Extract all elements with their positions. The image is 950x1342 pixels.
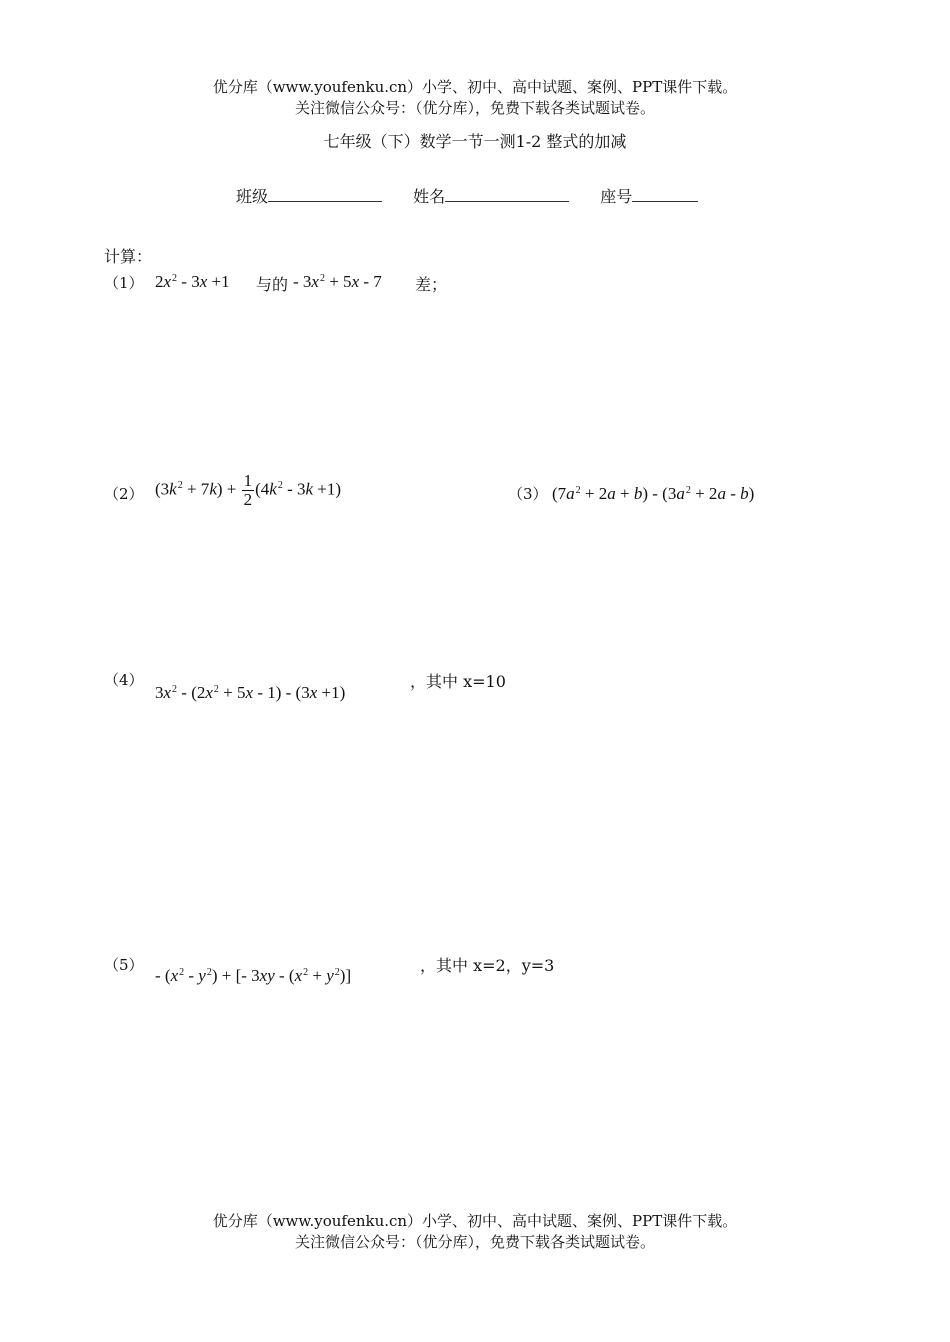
class-field[interactable]: [268, 186, 382, 202]
fraction-one-half: $\frac{1}{2}$: [243, 471, 253, 509]
class-label: 班级: [236, 187, 269, 206]
problem-5-condition: ，其中 x=2，y=3: [420, 956, 555, 975]
problem-3-number: （3）: [508, 485, 548, 503]
problem-4-condition: ，其中 x=10: [410, 672, 506, 691]
header-line-2: 关注微信公众号：（优分库），免费下载各类试题试卷。: [294, 99, 655, 117]
problem-1-number: （1）: [104, 274, 144, 292]
problem-2-expression: $(3k^2 + 7k)$ + $\frac{1}{2}$ $(4k^2 - 3k +1)$: [155, 471, 342, 509]
problem-2-number: （2）: [104, 485, 144, 503]
footer-line-1: 优分库（www.youfenku.cn）小学、初中、高中试题、案例、PPT课件下载。: [212, 1212, 738, 1230]
page-title: 七年级（下）数学一节一测1-2 整式的加减: [323, 132, 627, 151]
footer-line-2: 关注微信公众号：（优分库），免费下载各类试题试卷。: [294, 1233, 655, 1251]
name-label: 姓名: [413, 187, 446, 206]
problem-5-expression: - $(x^2 - y^2)$ + [- $3xy - (x^2 + y^2)$]: [155, 966, 352, 985]
problem-4-expression: $3x^2 - (2x^2 + 5x - 1) - (3x +1)$: [155, 683, 346, 702]
problem-5-number: （5）: [104, 956, 144, 974]
problem-1-expression: $2x^2 - 3x +1$: [155, 272, 230, 291]
seat-label: 座号: [600, 187, 633, 206]
problem-1-expression-2: - $3x^2 + 5x - 7$: [293, 272, 382, 291]
problem-3-expression: $(7a^2 + 2a + b) - (3a^2 + 2a - b)$: [552, 484, 755, 503]
problem-1-end: 差；: [415, 275, 448, 294]
seat-field[interactable]: [632, 186, 698, 202]
header-line-1: 优分库（www.youfenku.cn）小学、初中、高中试题、案例、PPT课件下载。: [212, 78, 738, 96]
instruction: 计算：: [104, 247, 153, 266]
problem-1-connector: 与的: [256, 275, 289, 294]
student-info: [236, 184, 698, 207]
problem-4-number: （4）: [104, 671, 144, 689]
name-field[interactable]: [445, 186, 569, 202]
